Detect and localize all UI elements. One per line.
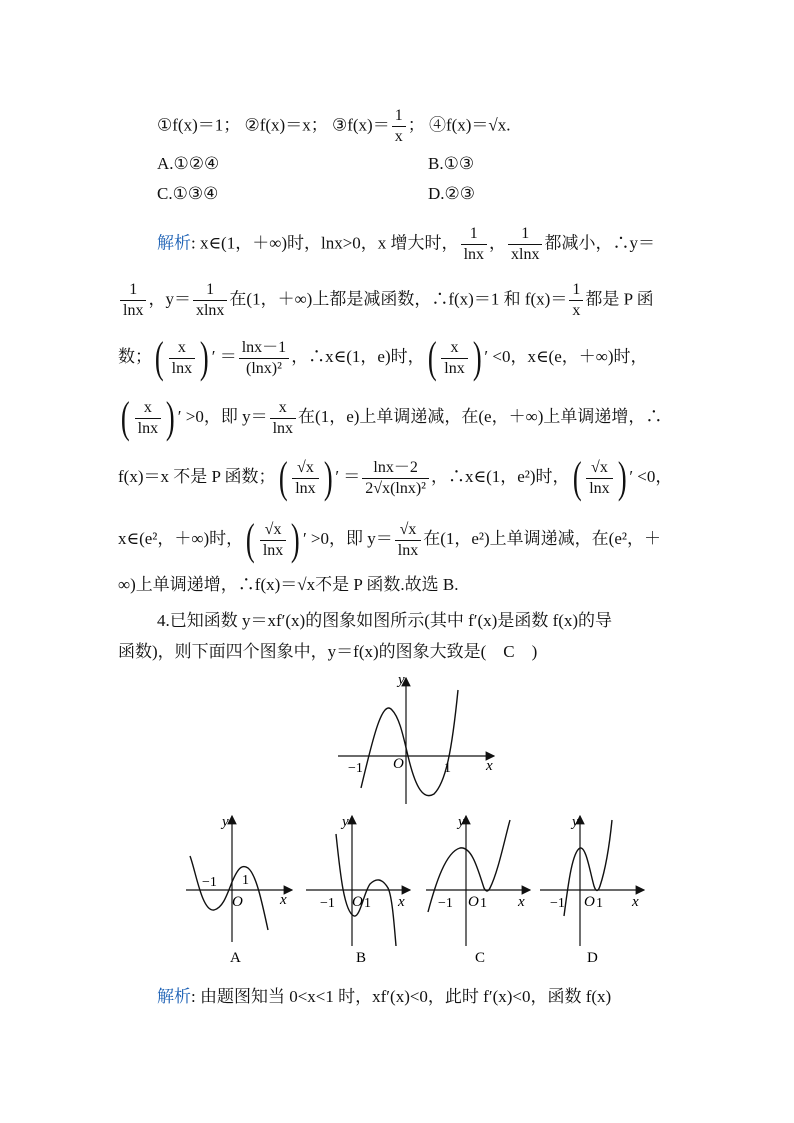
svg-text:O: O — [584, 894, 595, 910]
question-4-line-2: 函数)，则下面四个图象中，y＝f(x)的图象大致是( C ) — [118, 642, 538, 661]
svg-text:−1: −1 — [320, 896, 335, 911]
options-line: ①f(x)＝1； ②f(x)＝x； ③f(x)＝ $\frac{1}{x}$ ； ④f(x)＝√x. — [157, 107, 511, 145]
origin-label: O — [393, 756, 404, 772]
graph-c — [422, 812, 542, 962]
question-4-line-1: 4.已知函数 y＝xf′(x)的图象如图所示(其中 f′(x)是函数 f(x)的导 — [157, 611, 613, 630]
caption-c: C — [475, 950, 486, 962]
svg-text:y: y — [342, 814, 349, 830]
solution-line-5: f(x)＝x 不是 P 函数；( $\frac{√x}{\ln x}$ ) ′ ＝ $\frac{\ln x-2}{\text{2√x(lnx)²}}$ ，∴x∈(1，e²)时，( $\frac{√x}{\ln x}$ ) ′ <0， — [118, 453, 673, 502]
main-graph — [334, 670, 514, 810]
minus-one-label: −1 — [348, 761, 363, 776]
solution-line-4: ( $\frac{x}{\ln x}$ ) ′ >0，即 y＝ $\frac{x}{\ln x}$ 在(1，e)上单调递减，在(e，＋∞)上单调递增，∴ — [120, 393, 663, 442]
svg-text:1: 1 — [480, 896, 487, 911]
svg-text:O: O — [352, 894, 363, 910]
option-1: ①f(x)＝1； — [157, 115, 241, 135]
solution-label: 解析 — [157, 233, 191, 253]
option-3: ③f(x)＝ — [331, 115, 390, 135]
svg-text:−1: −1 — [550, 896, 565, 911]
svg-text:y: y — [458, 814, 465, 830]
caption-b: B — [356, 950, 367, 962]
solution-line-7: ∞)上单调递增，∴f(x)＝√x不是 P 函数.故选 B. — [118, 575, 459, 594]
choice-d: D.②③ — [428, 184, 476, 203]
solution-line-2: $\frac{1}{\ln x}$ ，y＝ $\frac{1}{xlnx}$ 在(1，＋∞)上都是减函数，∴f(x)＝1 和 f(x)＝ $\frac{1}{x}$ 都是 P 函 — [118, 280, 654, 321]
svg-text:1: 1 — [596, 896, 603, 911]
solution-line-1: 解析: x∈(1，＋∞)时，lnx>0，x 增大时， $\frac{1}{\ln x}$ ， $\frac{1}{xlnx}$ 都减小，∴y＝ — [157, 225, 655, 263]
caption-a: A — [230, 950, 241, 962]
svg-text:O: O — [232, 894, 243, 910]
svg-text:1: 1 — [242, 873, 249, 888]
svg-text:x: x — [280, 892, 287, 908]
choice-a: A.①②④ — [157, 154, 220, 173]
graph-a-curve — [190, 856, 268, 930]
option-4: ④f(x)＝√x. — [428, 115, 511, 135]
one-label: 1 — [444, 761, 451, 776]
y-label: y — [398, 672, 405, 688]
svg-text:y: y — [572, 814, 579, 830]
choice-c: C.①③④ — [157, 184, 219, 203]
solution-2-line: 解析: 由题图知当 0<x<1 时，xf′(x)<0，此时 f′(x)<0，函数 f(x) — [157, 987, 612, 1006]
svg-text:x: x — [632, 894, 639, 910]
solution-line-3: 数；( $\frac{x}{\ln x}$ ) ′ ＝ $\frac{\ln x-1}{\text{(lnx)²}}$ ，∴x∈(1，e)时，( $\frac{x}{\ln x}$ ) ′ <0，x∈(e，＋∞)时， — [118, 333, 648, 382]
svg-text:−1: −1 — [202, 875, 217, 890]
graph-d — [536, 812, 656, 962]
svg-text:O: O — [468, 894, 479, 910]
main-curve — [361, 690, 458, 796]
option-3-fraction: $\frac{1}{x}$ — [392, 106, 406, 147]
graph-a — [180, 812, 300, 962]
caption-d: D — [587, 950, 598, 962]
option-2: ②f(x)＝x； — [244, 115, 328, 135]
svg-text:−1: −1 — [438, 896, 453, 911]
svg-text:x: x — [398, 894, 405, 910]
solution-line-6: x∈(e²，＋∞)时，( $\frac{√x}{\ln x}$ ) ′ >0，即 y＝ $\frac{√x}{\ln x}$ 在(1，e²)上单调递减，在(e²，＋ — [118, 515, 661, 564]
svg-text:y: y — [222, 814, 229, 830]
svg-text:1: 1 — [364, 896, 371, 911]
solution-2-label: 解析 — [157, 987, 191, 1006]
choice-b: B.①③ — [428, 154, 475, 173]
svg-text:x: x — [518, 894, 525, 910]
graph-b — [302, 812, 422, 962]
x-label: x — [486, 758, 493, 774]
